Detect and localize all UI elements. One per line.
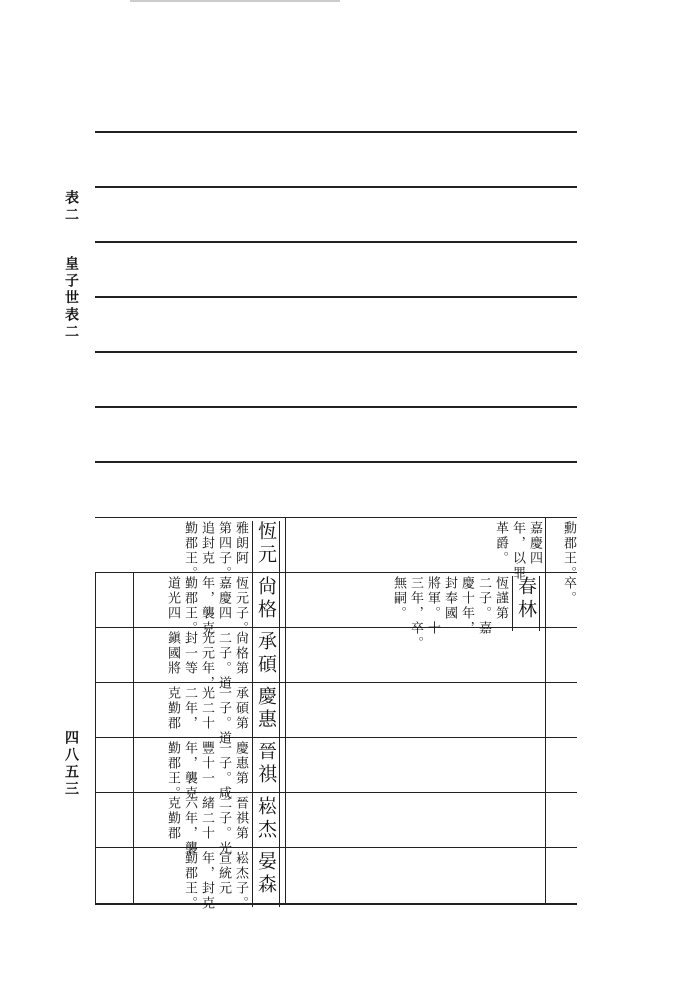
text-col: 尙格第 xyxy=(233,631,248,676)
text-col: 勤郡王。 xyxy=(182,851,197,911)
text-col: 二子。嘉 xyxy=(476,576,491,636)
scan-edge-line xyxy=(130,0,340,2)
text-col: 光元年， xyxy=(199,631,214,691)
text-col: 光二十 xyxy=(199,686,214,731)
text-col: 二年， xyxy=(182,686,197,731)
text-col: 緒二十 xyxy=(199,796,214,841)
text-col: 封一等 xyxy=(182,631,197,676)
genealogy-table xyxy=(95,517,577,911)
text-col: 豐十一 xyxy=(199,741,214,786)
text-col: 道光四 xyxy=(165,576,180,621)
text-col: 一子。咸 xyxy=(216,741,231,801)
rule-line xyxy=(95,186,577,188)
left-cell-2 xyxy=(97,572,283,636)
text-col: 第四子。 xyxy=(216,521,231,581)
text-col: 二子。道 xyxy=(216,631,231,691)
person-name: 晏森 xyxy=(252,851,280,907)
text-col: 三年，卒。 xyxy=(408,576,423,651)
text-col: 承碩第 xyxy=(233,686,248,731)
left-cell-1 xyxy=(135,517,283,581)
right-cell-1 xyxy=(547,517,577,581)
chapter-label: 表二 xyxy=(63,190,79,224)
person-name: 恆元 xyxy=(252,521,280,576)
text-col: 六年，襲 xyxy=(182,796,197,856)
middle-cell-1 xyxy=(287,517,543,581)
text-col: 封奉國 xyxy=(442,576,457,621)
text-col: 勳郡王。 xyxy=(561,521,576,581)
text-col: 年，襲克 xyxy=(182,741,197,801)
person-name: 春林 xyxy=(512,576,540,631)
rule-line xyxy=(95,406,577,408)
person-name: 慶惠 xyxy=(252,686,280,741)
left-cell-3 xyxy=(97,627,283,691)
text-col: 年，襲克 xyxy=(199,576,214,636)
text-col: 革爵。 xyxy=(493,521,508,566)
text-col: 追封克 xyxy=(199,521,214,566)
rule-line xyxy=(95,461,577,463)
text-col: 卒。 xyxy=(561,576,576,606)
text-col: 一子。道 xyxy=(216,686,231,746)
left-cell-6 xyxy=(97,792,283,856)
rule-line xyxy=(95,241,577,243)
text-col: 勤郡王。 xyxy=(182,521,197,581)
text-col: 鎭國將 xyxy=(165,631,180,676)
middle-cell-2 xyxy=(287,572,543,651)
section-title: 皇子世表二 xyxy=(63,256,79,341)
text-col: 克勤郡 xyxy=(165,796,180,841)
rule-line xyxy=(95,296,577,298)
person-name: 尙格 xyxy=(252,576,280,631)
text-col: 慶惠第 xyxy=(233,741,248,786)
left-cell-5 xyxy=(97,737,283,801)
text-col: 克勤郡 xyxy=(165,686,180,731)
text-col: 慶十年， xyxy=(459,576,474,636)
text-col: 恆元子。 xyxy=(233,576,248,636)
text-col: 年，封克 xyxy=(199,851,214,911)
text-col: 崧杰子。 xyxy=(233,851,248,911)
text-col: 勤郡王。 xyxy=(182,576,197,636)
left-cell-7 xyxy=(135,847,283,911)
text-col: 雅朗阿 xyxy=(233,521,248,566)
person-name: 崧杰 xyxy=(252,796,280,851)
left-cell-4 xyxy=(97,682,283,746)
text-col: 嘉慶四 xyxy=(216,576,231,621)
rule-line xyxy=(95,351,577,353)
text-col: 宣統元 xyxy=(216,851,231,896)
person-name: 晉祺 xyxy=(252,741,280,796)
text-col: 二子。光 xyxy=(216,796,231,856)
text-col: 年，以罪 xyxy=(510,521,525,581)
col-divider xyxy=(545,517,546,903)
col-divider xyxy=(285,517,286,903)
text-col: 嘉慶四 xyxy=(527,521,542,566)
text-col: 勤郡王。 xyxy=(165,741,180,801)
text-col: 將軍。十 xyxy=(425,576,440,636)
person-name: 承碩 xyxy=(252,631,280,686)
text-col: 無嗣。 xyxy=(391,576,406,621)
rule-line xyxy=(95,131,577,133)
text-col: 晉祺第 xyxy=(233,796,248,841)
right-cell-2 xyxy=(547,572,577,631)
page-number: 四八五三 xyxy=(63,730,79,798)
text-col: 恆謹第 xyxy=(493,576,508,621)
